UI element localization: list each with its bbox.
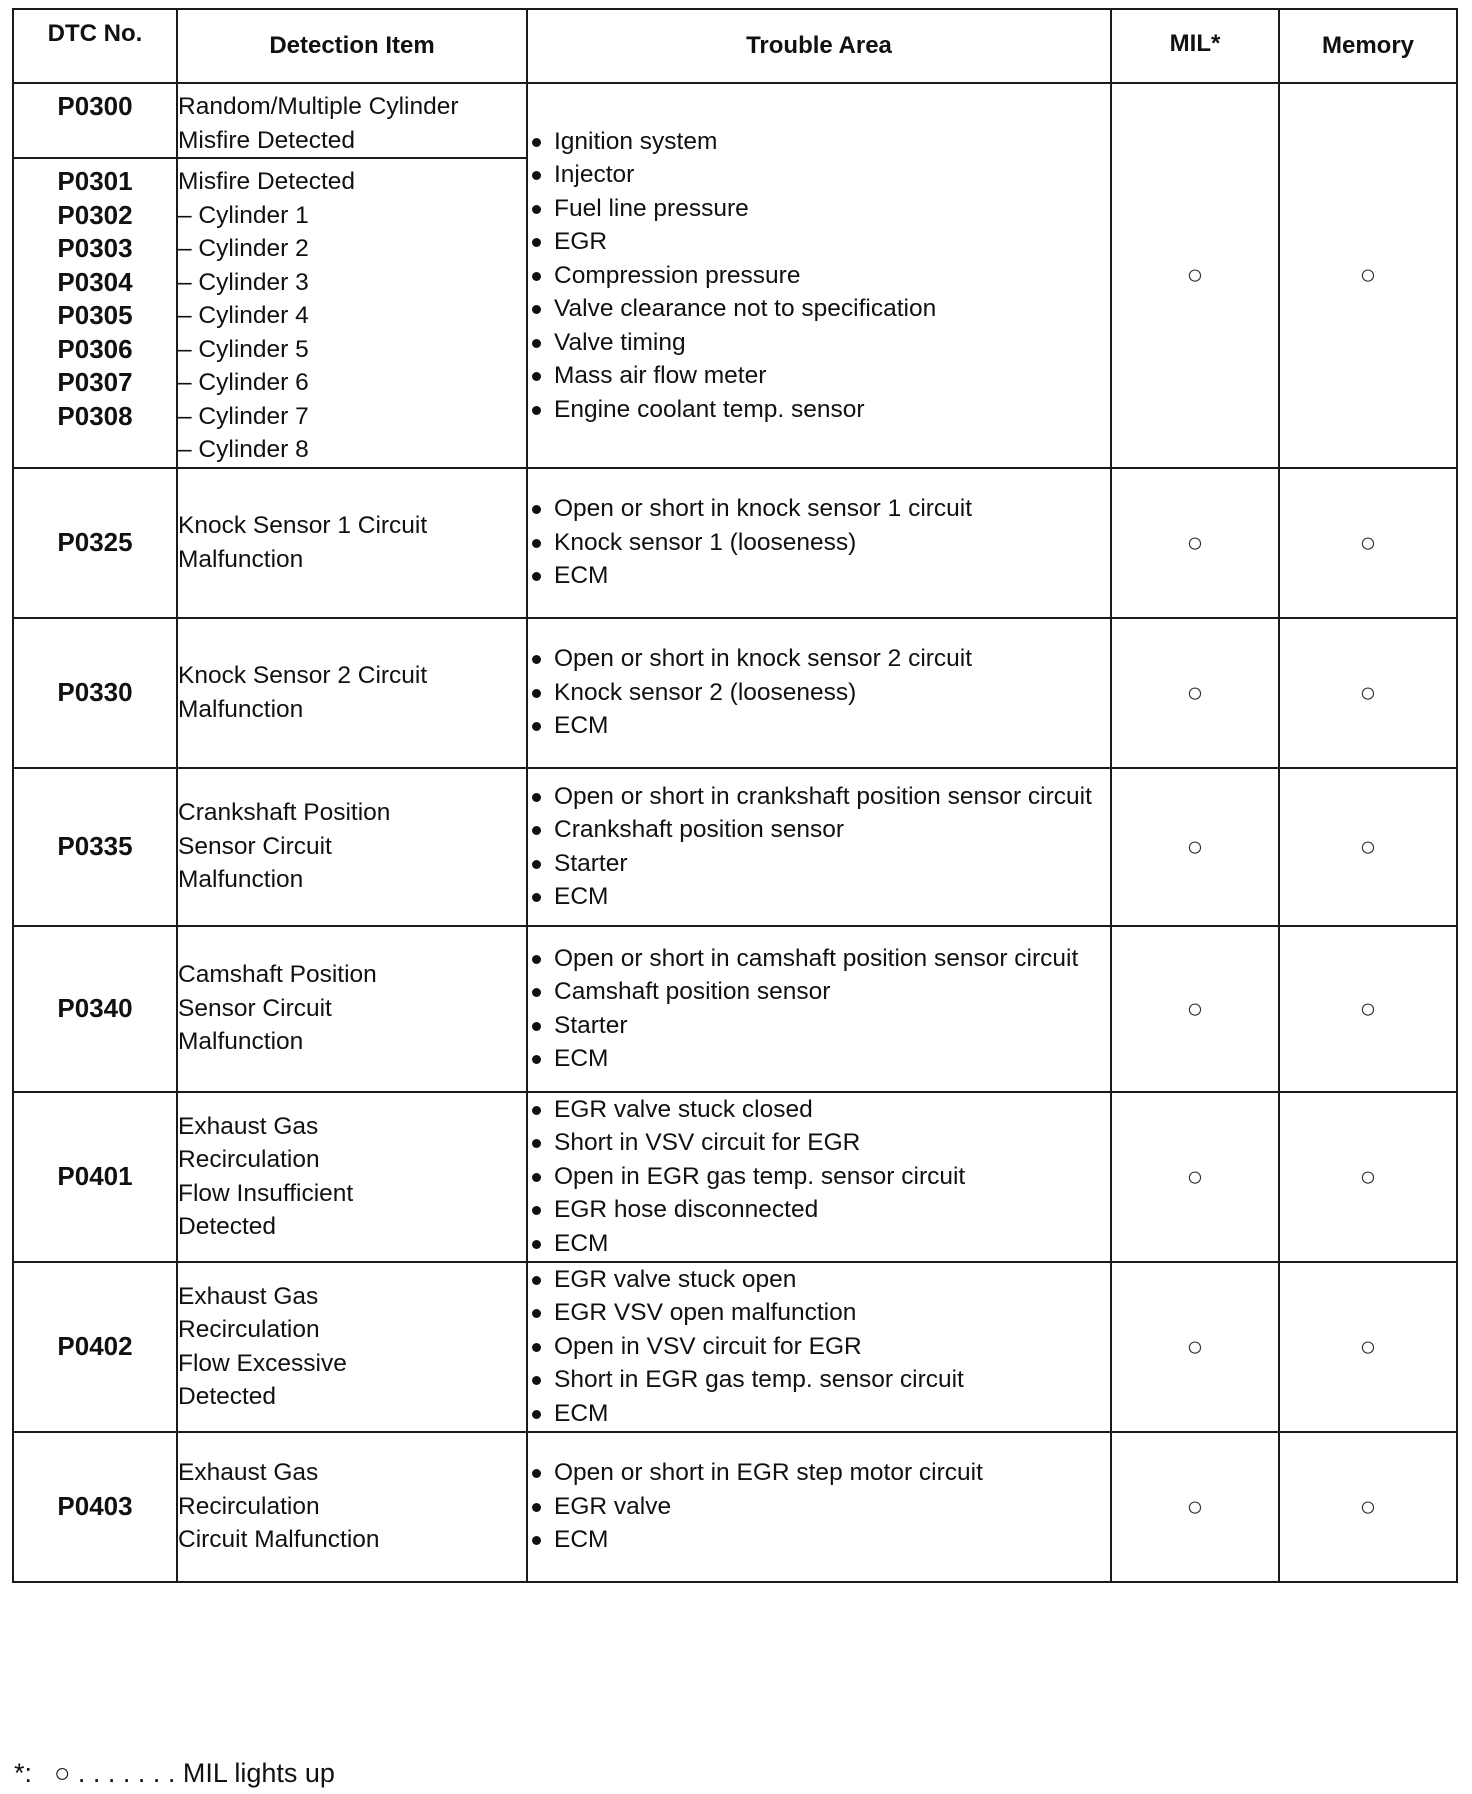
dtc-table-body	[13, 83, 1457, 1582]
trouble-area-item: Open or short in EGR step motor circuit	[528, 1456, 1110, 1490]
dtc-code-cell	[13, 83, 177, 158]
dtc-code: P0304	[57, 266, 133, 297]
trouble-area-cell	[527, 83, 1111, 468]
mil-indicator: ○	[1111, 83, 1279, 468]
detection-item-cell	[177, 768, 527, 926]
dtc-code: P0403	[57, 1490, 133, 1521]
footnote-mark: *:	[14, 1758, 33, 1788]
trouble-area-cell	[527, 618, 1111, 768]
trouble-area-list	[528, 1263, 1110, 1431]
trouble-area-item: Camshaft position sensor	[528, 975, 1110, 1009]
trouble-area-list	[528, 942, 1110, 1076]
trouble-area-item: ECM	[528, 1397, 1110, 1431]
detection-item-line: Circuit Malfunction	[178, 1526, 380, 1554]
header-memory: Memory	[1279, 9, 1457, 83]
detection-item-line: – Cylinder 3	[178, 268, 309, 296]
trouble-area-item: Valve timing	[528, 326, 1110, 360]
table-row	[13, 768, 1457, 926]
dtc-code-cell	[13, 926, 177, 1092]
trouble-area-item: EGR valve	[528, 1490, 1110, 1524]
trouble-area-item: Knock sensor 2 (looseness)	[528, 676, 1110, 710]
detection-item-line: Sensor Circuit	[178, 832, 332, 860]
detection-item-line: – Cylinder 6	[178, 369, 309, 396]
detection-item-cell	[177, 83, 527, 158]
detection-item-line: Detected	[178, 1213, 277, 1240]
trouble-area-cell	[527, 926, 1111, 1092]
mil-indicator: ○	[1111, 1092, 1279, 1262]
dtc-code-cell	[13, 618, 177, 768]
dtc-code-cell	[13, 468, 177, 618]
memory-indicator: ○	[1279, 1092, 1457, 1262]
trouble-area-cell	[527, 1092, 1111, 1262]
trouble-area-item: ECM	[528, 1227, 1110, 1261]
detection-item-line: Exhaust Gas	[178, 1459, 319, 1487]
header-row	[13, 9, 1457, 83]
dtc-code: P0301	[57, 166, 133, 196]
detection-item-line: Recirculation	[178, 1146, 320, 1173]
memory-indicator: ○	[1279, 468, 1457, 618]
trouble-area-list	[528, 642, 1110, 743]
trouble-area-cell	[527, 1262, 1111, 1432]
trouble-area-item: Crankshaft position sensor	[528, 813, 1110, 847]
table-row	[13, 1262, 1457, 1432]
detection-item-cell	[177, 1092, 527, 1262]
trouble-area-item: Short in VSV circuit for EGR	[528, 1126, 1110, 1160]
detection-item-line: Detected	[178, 1383, 277, 1410]
trouble-area-item: Fuel line pressure	[528, 192, 1110, 226]
dtc-code-cell	[13, 1092, 177, 1262]
trouble-area-item: EGR valve stuck open	[528, 1263, 1110, 1297]
memory-indicator: ○	[1279, 926, 1457, 1092]
detection-item-line: Camshaft Position	[178, 961, 377, 989]
detection-item-line: Random/Multiple Cylinder	[178, 93, 459, 120]
trouble-area-item: Open or short in camshaft position sensor circuit	[528, 942, 1110, 976]
trouble-area-list	[528, 492, 1110, 593]
mil-indicator: ○	[1111, 768, 1279, 926]
trouble-area-item: EGR hose disconnected	[528, 1193, 1110, 1227]
detection-item-line: Malfunction	[178, 695, 304, 723]
table-row	[13, 83, 1457, 158]
table-row	[13, 618, 1457, 768]
trouble-area-item: Open or short in knock sensor 1 circuit	[528, 492, 1110, 526]
trouble-area-item: Open or short in crankshaft position sensor circuit	[528, 780, 1110, 814]
dtc-code-cell	[13, 158, 177, 468]
trouble-area-list	[528, 1456, 1110, 1557]
dtc-code: P0330	[57, 676, 133, 707]
detection-item-line: – Cylinder 2	[178, 235, 309, 262]
header-mil: MIL*	[1111, 9, 1279, 83]
header-dtc-no: DTC No.	[13, 9, 177, 83]
trouble-area-item: Short in EGR gas temp. sensor circuit	[528, 1363, 1110, 1397]
trouble-area-item: EGR	[528, 225, 1110, 259]
detection-item-cell	[177, 926, 527, 1092]
detection-item-line: – Cylinder 5	[178, 335, 309, 363]
dtc-code: P0401	[57, 1160, 133, 1191]
detection-item-line: Malfunction	[178, 866, 304, 894]
dtc-code: P0303	[57, 233, 133, 263]
trouble-area-item: Ignition system	[528, 125, 1110, 159]
dtc-code: P0307	[57, 367, 133, 397]
detection-item-line: Sensor Circuit	[178, 994, 332, 1022]
detection-item-cell	[177, 468, 527, 618]
detection-item-cell	[177, 618, 527, 768]
trouble-area-item: EGR valve stuck closed	[528, 1093, 1110, 1127]
trouble-area-item: Open in VSV circuit for EGR	[528, 1330, 1110, 1364]
dtc-code-cell	[13, 768, 177, 926]
detection-item-line: Exhaust Gas	[178, 1282, 319, 1310]
trouble-area-item: Valve clearance not to specification	[528, 292, 1110, 326]
dtc-sheet	[12, 8, 1456, 1583]
dtc-code-cell	[13, 1262, 177, 1432]
memory-indicator: ○	[1279, 618, 1457, 768]
mil-indicator: ○	[1111, 1262, 1279, 1432]
dtc-code: P0402	[57, 1330, 133, 1361]
trouble-area-list	[528, 780, 1110, 914]
footnote-text: ○ . . . . . . . MIL lights up	[54, 1758, 335, 1788]
trouble-area-item: Compression pressure	[528, 259, 1110, 293]
detection-item-line: Recirculation	[178, 1492, 320, 1520]
trouble-area-item: Starter	[528, 1009, 1110, 1043]
dtc-code: P0305	[57, 300, 133, 330]
table-row	[13, 468, 1457, 618]
mil-indicator: ○	[1111, 1432, 1279, 1582]
detection-item-line: Misfire Detected	[178, 126, 356, 154]
trouble-area-item: ECM	[528, 880, 1110, 914]
detection-item-line: – Cylinder 8	[178, 436, 309, 463]
header-trouble-area: Trouble Area	[527, 9, 1111, 83]
trouble-area-item: ECM	[528, 559, 1110, 593]
dtc-code: P0308	[57, 400, 133, 431]
trouble-area-item: Injector	[528, 158, 1110, 192]
memory-indicator: ○	[1279, 768, 1457, 926]
trouble-area-item: Knock sensor 1 (looseness)	[528, 526, 1110, 560]
detection-item-line: Crankshaft Position	[178, 799, 391, 827]
detection-item-line: Malfunction	[178, 545, 304, 573]
trouble-area-item: Open in EGR gas temp. sensor circuit	[528, 1160, 1110, 1194]
detection-item-line: Malfunction	[178, 1028, 304, 1056]
table-row	[13, 926, 1457, 1092]
detection-item-cell	[177, 1432, 527, 1582]
trouble-area-list	[528, 125, 1110, 427]
trouble-area-item: ECM	[528, 1523, 1110, 1557]
memory-indicator: ○	[1279, 1432, 1457, 1582]
dtc-code-cell	[13, 1432, 177, 1582]
trouble-area-list	[528, 1093, 1110, 1261]
table-row	[13, 1092, 1457, 1262]
mil-indicator: ○	[1111, 926, 1279, 1092]
detection-item-line: Flow Insufficient	[178, 1179, 354, 1207]
trouble-area-item: ECM	[528, 1042, 1110, 1076]
detection-item-cell	[177, 1262, 527, 1432]
detection-item-line: – Cylinder 1	[178, 201, 309, 229]
detection-item-line: – Cylinder 7	[178, 402, 309, 430]
trouble-area-cell	[527, 468, 1111, 618]
trouble-area-item: Starter	[528, 847, 1110, 881]
memory-indicator: ○	[1279, 83, 1457, 468]
memory-indicator: ○	[1279, 1262, 1457, 1432]
table-row	[13, 1432, 1457, 1582]
trouble-area-item: Open or short in knock sensor 2 circuit	[528, 642, 1110, 676]
dtc-code: P0302	[57, 199, 133, 230]
dtc-table	[12, 8, 1458, 1583]
detection-item-cell	[177, 158, 527, 468]
mil-indicator: ○	[1111, 618, 1279, 768]
dtc-code: P0335	[57, 830, 133, 861]
trouble-area-item: Mass air flow meter	[528, 359, 1110, 393]
mil-indicator: ○	[1111, 468, 1279, 618]
dtc-code: P0325	[57, 526, 133, 557]
detection-item-line: Misfire Detected	[178, 168, 356, 195]
dtc-code: P0306	[57, 333, 133, 364]
footnote	[14, 1756, 335, 1790]
dtc-code: P0340	[57, 992, 133, 1023]
trouble-area-item: EGR VSV open malfunction	[528, 1296, 1110, 1330]
detection-item-line: Knock Sensor 1 Circuit	[178, 512, 428, 539]
dtc-code: P0300	[57, 91, 133, 121]
detection-item-line: Flow Excessive	[178, 1349, 347, 1377]
detection-item-line: – Cylinder 4	[178, 302, 309, 329]
detection-item-line: Knock Sensor 2 Circuit	[178, 662, 428, 689]
detection-item-line: Exhaust Gas	[178, 1112, 319, 1140]
detection-item-line: Recirculation	[178, 1316, 320, 1343]
trouble-area-item: Engine coolant temp. sensor	[528, 393, 1110, 427]
trouble-area-cell	[527, 1432, 1111, 1582]
header-detection-item: Detection Item	[177, 9, 527, 83]
trouble-area-item: ECM	[528, 709, 1110, 743]
trouble-area-cell	[527, 768, 1111, 926]
